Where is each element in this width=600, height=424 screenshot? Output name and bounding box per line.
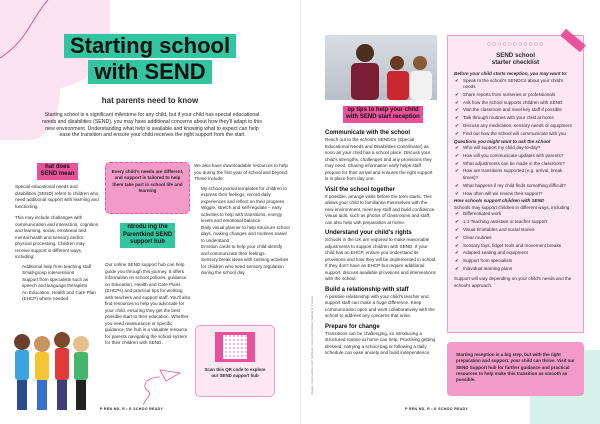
paragraph: We also have downloadable resources to help you during the first year of school and beyond. These include: [194, 163, 289, 181]
ring-decoration: ○○○○○○○○○○○ [486, 41, 545, 48]
section-heading: hat does SEND mean [37, 163, 77, 180]
checklist-item: ✔ Talk through routines with your child at home [454, 115, 577, 122]
intro-text: Starting school is a significant milestone for any child, but if your child has special educational needs and disabilities (SEND), you may have additional concerns about how they'll adapt to this new environment. Understanding what help is available and knowing what to expect can help ease the transition and ensure your child receives the right support from the start [42, 112, 262, 139]
paragraph: Schools may support children in different ways, including: [454, 204, 571, 210]
tips-column [325, 126, 437, 357]
checklist-item: ✔ Visit the classroom and meet key staff if possible [454, 107, 577, 114]
checklist-item: ✔ Differentiated work [454, 211, 577, 218]
checklist-item: ✔ Discuss any medication, sensory needs or equipment [454, 123, 577, 130]
tip-heading: Prepare for change [325, 323, 380, 330]
checklist-item: ✔ Individual learning plans [454, 266, 577, 273]
list-item: Daily visual planner to help structure school days, making changes and routines easier to understand [201, 224, 290, 243]
list-item: Wiggle, stretch and self-regulate – easy activities to help with transitions, energy levels and emotional balance [201, 205, 282, 223]
page-gutter [300, 0, 301, 424]
footer: P REN ND, R • E SCHOO READY [100, 407, 164, 411]
list-item: Sensory break ideas with calming activities for children who need sensory regulation during the school day [201, 257, 289, 275]
checklist-subheading: How schools support children with SEND [454, 198, 545, 204]
checklist-item: ✔ Who will support my child day-to-day? [454, 145, 577, 152]
how-checklist [454, 211, 577, 272]
classroom-photo [325, 35, 437, 100]
checklist-item: ✔ How will you communicate updates with parents? [454, 153, 577, 160]
questions-checklist [454, 145, 577, 197]
before-checklist [454, 78, 577, 138]
qr-box [195, 325, 275, 397]
tip-heading: Communicate with the school [325, 130, 411, 136]
paragraph: This may include challenges with communication and interaction, cognition and learning, social, emotional and mental health and sensory and/or physical processing. Children may receive support in different ways, including: [15, 215, 99, 259]
resources-list [194, 186, 290, 277]
checklist-item: ✔ What happens if my child finds something difficult? [454, 183, 577, 190]
callout-box: Every child's needs are different, and support is tailored to help them take part in school life and learning [105, 162, 190, 214]
tip-text: If possible, arrange visits before the term starts. This allows your child to familiarise themselves with the new environment, meet key staff and build confidence. Visual aids, such as photos of classrooms and staff, can also help with preparation at home. [325, 193, 436, 225]
checklist-subheading: Questions you might want to ask the school [454, 138, 551, 144]
checklist-item: ✔ How often will we review their support? [454, 191, 577, 198]
hub-heading-wrap [105, 223, 190, 248]
paper-plane-doodle [130, 365, 185, 405]
list-item: An Education, Health and Care Plan (EHCP) where needed [22, 289, 96, 301]
tip-text: Reach out to the school's SENDCo (Special Educational Needs and Disabilities Coordinator) as soon as your child has a school place. Discuss your child's strengths, challenges and any provisions they may need. Sharing information early helps staff prepare for their arrival and ensures the right support is in place from day one. [325, 137, 433, 181]
checklist-item: ✔ Find out how the school will communicate with you [454, 131, 577, 138]
hub-text: Our online SEND support hub can help guide you through this journey. It offers information on school policies, guidance on Education, Health and Care Plans (EHCPs) and practical tips for working with teachers and support staff. You'll also find resources to help you advocate for your child, ensuring they get the best possible start to their education. Whether you need reassurance or specific guidance, the hub is a valuable resource for parents navigating the school system for their children with SEND. [105, 262, 191, 345]
tips-heading-wrap [333, 105, 433, 123]
resources-column [194, 163, 290, 277]
tip-heading: Visit the school together [325, 186, 395, 193]
checklist-item: ✔ Speak to the school's SENDCo about your child's needs [454, 78, 577, 91]
checklist-item: ✔ 1:1 Teaching assistant or teacher support [454, 219, 577, 226]
qr-caption: Scan this QR code to explore our SEND support hub [204, 367, 266, 378]
checklist-item: ✔ Clear routines [454, 235, 577, 242]
tip-text: Transitions can be challenging, so introducing a structured routine at home can help. Practising getting dressed, carrying a school bag or following a daily schedule can ease anxiety and build independence. [325, 330, 436, 355]
page-title [50, 34, 250, 86]
children-photo [8, 330, 93, 412]
list-item: Support from specialists such as speech and language therapists [22, 276, 89, 288]
footer: P REN ND, R • E SCHOO READY [405, 407, 469, 411]
qr-code-icon[interactable] [215, 332, 255, 362]
send-meaning-column [15, 162, 100, 303]
paragraph: Special educational needs and disabilities (SEND) refers to children who need additional support with learning and functioning. [15, 184, 99, 209]
title-line: Starting school [64, 34, 236, 58]
checklist-box [447, 35, 584, 333]
tip-text: Schools in the UK are required to make reasonable adjustments to support children with SEND. If your child has an EHCP, ensure you understand its provisions and how they will be implemented in school. If they don't have an EHCP but require additional support, discuss available provisions and interventions with the school. [325, 237, 437, 281]
paragraph: Support will vary depending on your child's needs and the school's approach. [454, 276, 572, 288]
list-item: My school journal templates for children to express their feelings, record daily experiences and reflect on their progress [201, 185, 288, 204]
subtitle: hat parents need to know [101, 96, 199, 105]
checklist-item: ✔ Sensory toys, fidget tools and movement breaks [454, 243, 577, 250]
checklist-item: ✔ Ask how the school supports children with SEND [454, 100, 577, 107]
final-callout: Starting reception is a big step, but with the right preparation and support, your child can thrive. Visit our SEND Support hub for further guidance and practical resources to help make this transition as smooth as possible. [447, 342, 584, 396]
list-item: Additional help from teaching staff [22, 263, 92, 269]
support-list [15, 264, 100, 303]
section-heading: ntrodu ing the Parentkind SEND support hub [120, 223, 175, 248]
checklist-item: ✔ Adapted seating and equipment [454, 250, 577, 257]
list-item: Small-group interventions [22, 270, 75, 275]
list-item: Emotion cards to help your child identify and communicate their feelings. [201, 244, 283, 256]
tip-heading: Build a relationship with staff [325, 286, 409, 293]
checklist-subheading: Before your child starts reception, you may want to: [454, 71, 568, 76]
title-line: with SEND [88, 60, 211, 84]
tip-text: A positive relationship with your child's teacher and support staff can make a huge difference. Keep communication open and work collaboratively with the school to address any concerns that arise. [325, 293, 435, 318]
checklist-item: ✔ Support from specialists [454, 258, 577, 265]
checklist-item: ✔ What adjustments can be made in the classroom? [454, 161, 577, 168]
section-heading: op tips to help your child with SEND start reception [343, 106, 423, 123]
checklist-title: SEND school starter checklist [491, 52, 540, 66]
image-credit: Images: stock.adobe.com/ SolStock; stock.com/ fizkes/ makistock; Freepik [310, 296, 314, 395]
checklist-item: ✔ Share reports from nurseries or professionals [454, 92, 577, 99]
tip-heading: Understand your child's rights [325, 230, 412, 236]
checklist-item: ✔ How are transitions supported (e.g. arrival, break times)? [454, 168, 577, 181]
checklist-item: ✔ Visual timetables and social stories [454, 227, 577, 234]
